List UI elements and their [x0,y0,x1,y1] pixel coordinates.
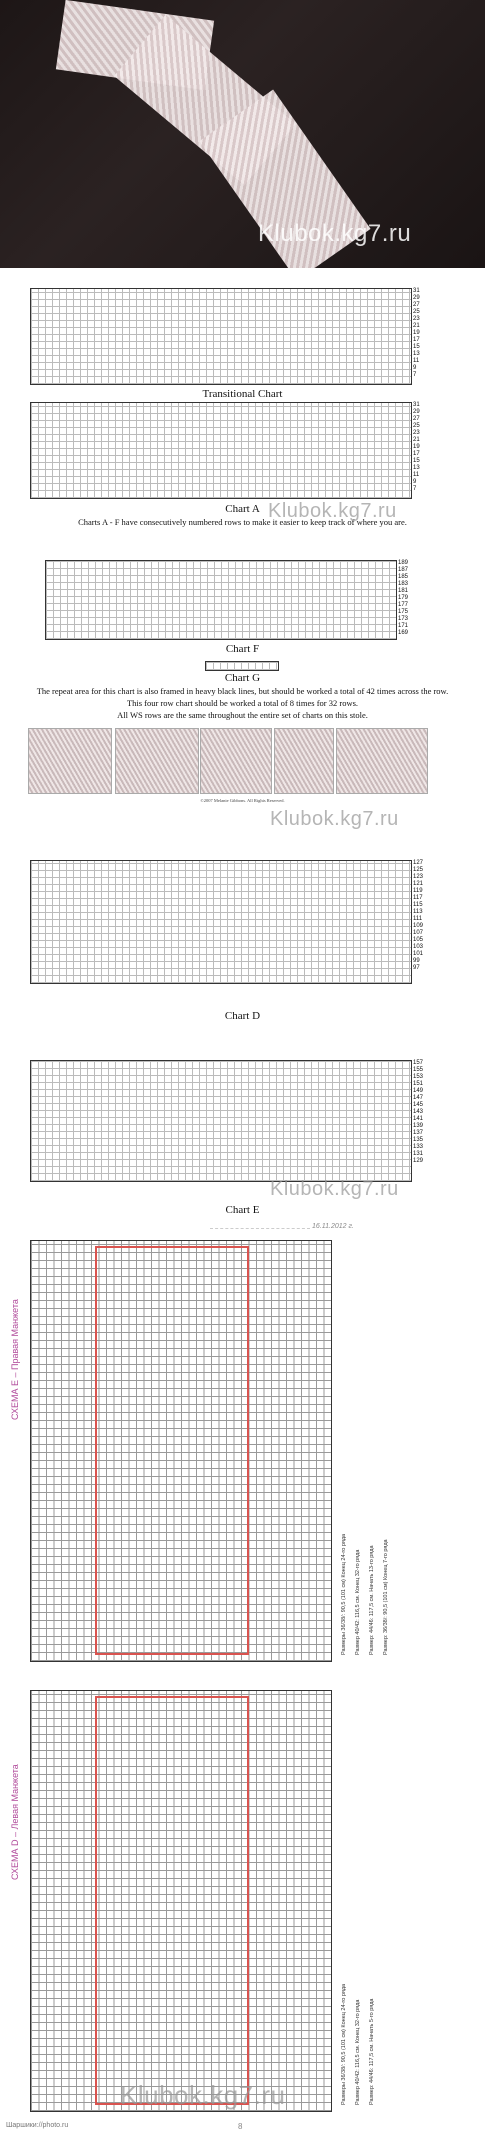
chart-e-rows [413,1060,433,1165]
row-label: 113 [413,909,423,915]
legend-line: Размер: 44/46: 117,5 см. Начать 5-го ряда [369,1998,375,2105]
row-label: 129 [413,1158,424,1164]
legend-line: Размер 40/42: 116,5 см. Конец 32-го ряда [355,1999,361,2105]
watermark-4: Klubok.kg7.ru [270,1178,399,1200]
chart-g-caption: Chart G [224,672,261,684]
row-label: 23 [413,430,420,436]
row-label: 137 [413,1130,424,1136]
chart-a-caption: Chart A [225,503,260,515]
chart-g-note-1: The repeat area for this chart is also framed in heavy black lines, but should be worked a total of 42 times across the row. [36,686,449,696]
divider [210,1228,310,1229]
row-label: 111 [413,916,423,922]
row-label: 173 [398,616,409,622]
legend-line: Размеры 36/38/: 90,5 (101 см) Конец 24-го ряда [341,1533,347,1655]
row-label: 143 [413,1109,424,1115]
row-label: 153 [413,1074,424,1080]
legend-line: Размер 40/42: 116,5 см. Конец 32-го ряда [355,1549,361,1655]
row-label: 105 [413,937,424,943]
row-label: 175 [398,609,409,615]
row-label: 17 [413,451,420,457]
chart-f-rows [398,560,418,637]
row-label: 21 [413,323,420,329]
date-stamp: 16.11.2012 г. [312,1223,354,1230]
row-label: 151 [413,1081,424,1087]
chart-d-rows [413,860,433,972]
legend-line: Размер: 44/46: 117,5 см. Начать 13-го ряда [369,1545,375,1655]
chart-d-caption: Chart D [224,1010,261,1022]
chart-g-note-2: This four row chart should be worked a total of 8 times for 32 rows. [126,698,359,708]
row-label: 139 [413,1123,424,1129]
row-label: 141 [413,1116,424,1122]
row-label: 131 [413,1151,424,1157]
row-label: 11 [413,358,420,364]
row-label: 155 [413,1067,424,1073]
row-label: 189 [398,560,409,566]
row-label: 171 [398,623,409,629]
watermark-3: Klubok.kg7.ru [270,808,399,830]
row-label: 145 [413,1102,424,1108]
footer-source[interactable]: Шаршики://photo.ru [6,2122,69,2129]
row-label: 127 [413,860,424,866]
row-label: 181 [398,588,409,594]
stole-thumbnail-4 [274,728,334,794]
watermark-5: Klubok.kg7.ru [120,2080,286,2110]
row-label: 177 [398,602,409,608]
row-label: 117 [413,895,423,901]
row-label: 179 [398,595,409,601]
row-label: 157 [413,1060,424,1066]
row-label: 97 [413,965,420,971]
row-label: 7 [413,372,417,378]
row-label: 31 [413,288,420,294]
chart-f-caption: Chart F [225,643,260,655]
row-label: 119 [413,888,423,894]
row-label: 29 [413,295,420,301]
row-label: 19 [413,444,420,450]
transitional-chart-rows [413,288,433,379]
row-label: 187 [398,567,409,573]
chart-a-note: Charts A - F have consecutively numbered rows to make it easier to keep track of where you are. [78,517,407,527]
row-label: 121 [413,881,424,887]
row-label: 185 [398,574,409,580]
row-label: 31 [413,402,420,408]
stole-thumbnail-3 [200,728,272,794]
chart-e-caption: Chart E [225,1204,260,1216]
row-label: 149 [413,1088,424,1094]
chart-g-grid [205,661,279,671]
row-label: 99 [413,958,420,964]
page-number: 8 [238,2122,243,2131]
row-label: 13 [413,465,420,471]
row-label: 23 [413,316,420,322]
stole-thumbnail-2 [115,728,199,794]
transitional-chart-grid [30,288,412,385]
row-label: 107 [413,930,424,936]
stole-thumbnail-5 [336,728,428,794]
row-label: 133 [413,1144,424,1150]
chart-f-grid [45,560,397,640]
watermark-2: Klubok.kg7.ru [268,500,397,522]
chart-a-grid [30,402,412,499]
watermark-photo: Klubok.kg7.ru [258,220,412,247]
row-label: 125 [413,867,424,873]
row-label: 25 [413,309,420,315]
row-label: 115 [413,902,423,908]
scheme-e-repeat-box [95,1246,249,1655]
stole-photo [0,0,485,268]
row-label: 13 [413,351,420,357]
row-label: 103 [413,944,424,950]
row-label: 27 [413,302,420,308]
row-label: 25 [413,423,420,429]
row-label: 21 [413,437,420,443]
copyright: ©2007 Melanie Gibbons. All Rights Reserved. [200,798,285,803]
row-label: 123 [413,874,424,880]
row-label: 147 [413,1095,424,1101]
row-label: 109 [413,923,424,929]
scheme-d-legend [335,1690,475,2110]
row-label: 27 [413,416,420,422]
row-label: 101 [413,951,424,957]
scheme-d-repeat-box [95,1696,249,2105]
row-label: 9 [413,365,417,371]
chart-a-rows [413,402,433,493]
row-label: 135 [413,1137,424,1143]
row-label: 169 [398,630,409,636]
row-label: 17 [413,337,420,343]
scheme-d-title: СХЕМА D – Левая Манжета [10,1764,20,1880]
row-label: 183 [398,581,409,587]
stole-thumbnail-1 [28,728,112,794]
row-label: 11 [413,472,420,478]
transitional-chart-caption: Transitional Chart [202,388,283,400]
row-label: 7 [413,486,417,492]
row-label: 15 [413,458,420,464]
legend-line: Размер: 36/38/: 90,5 (101 см) Конец 7-го ряда [383,1539,389,1655]
chart-d-grid [30,860,412,984]
legend-line: Размеры 36/38/: 90,5 (101 см) Конец 24-го ряда [341,1983,347,2105]
row-label: 9 [413,479,417,485]
chart-g-note-3: All WS rows are the same throughout the entire set of charts on this stole. [117,710,368,720]
row-label: 19 [413,330,420,336]
scheme-e-legend [335,1240,475,1660]
row-label: 15 [413,344,420,350]
row-label: 29 [413,409,420,415]
chart-e-grid [30,1060,412,1182]
scheme-e-title: СХЕМА Е – Правая Манжета [10,1299,20,1420]
